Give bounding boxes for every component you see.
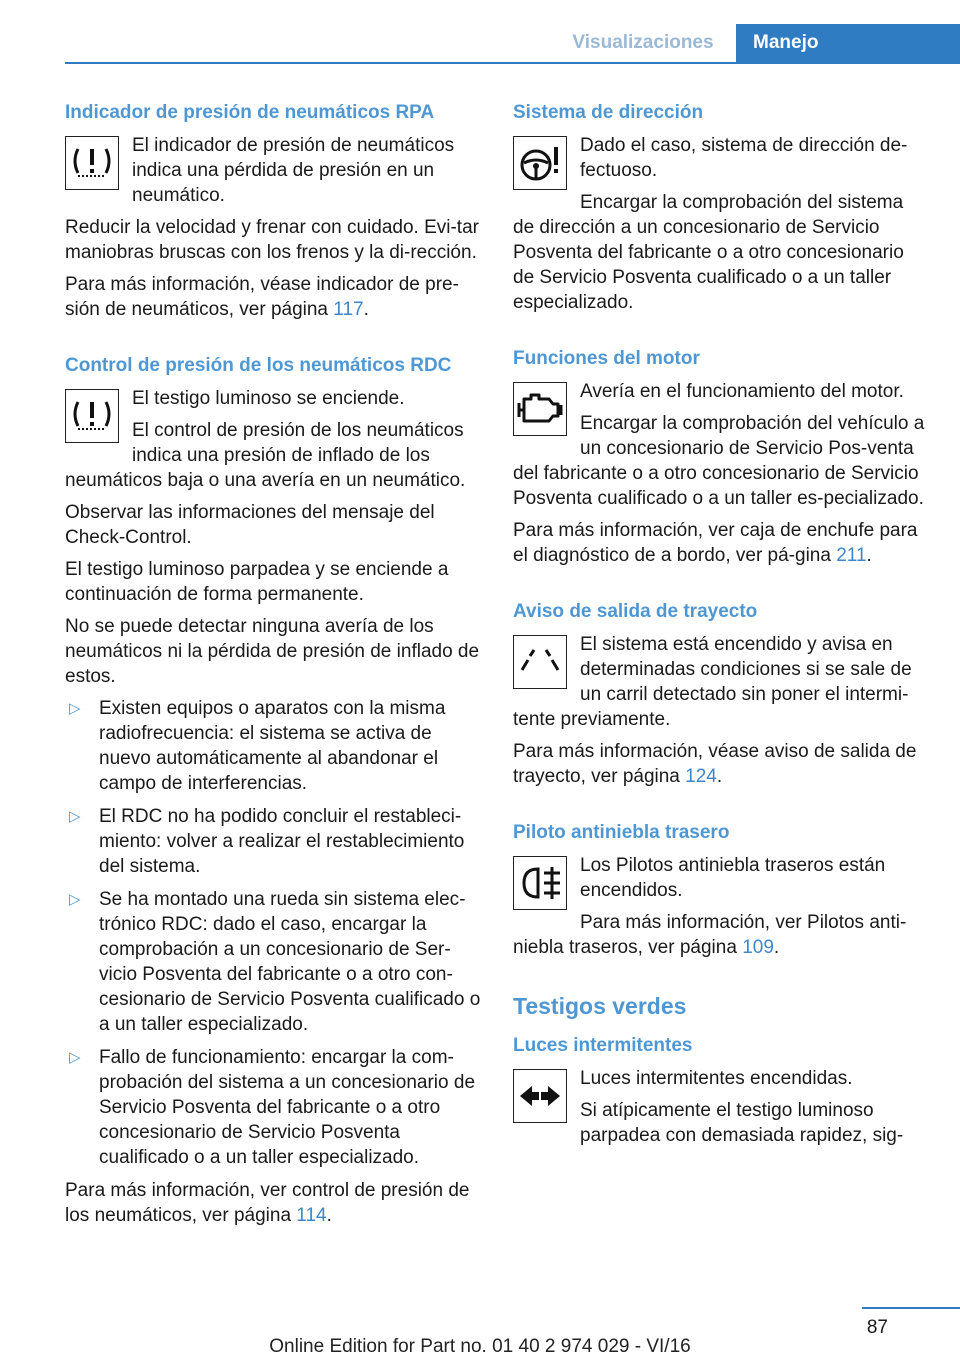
rpa-paragraph-1: Reducir la velocidad y frenar con cuidado. Evi‐tar maniobras bruscas con los frenos y la di‐rección. — [65, 217, 479, 263]
engine-icon-text-1: Avería en el funcionamiento del motor. — [580, 381, 904, 402]
steering-icon-text: Dado el caso, sistema de dirección de‐fectuoso. — [580, 135, 908, 181]
rdc-p4-end: . — [326, 1205, 332, 1226]
tab-manejo[interactable]: Manejo — [736, 24, 960, 62]
page-number: 87 — [866, 1317, 888, 1338]
fog-p2-text: Para más información, ver Pilotos anti‐niebla traseros, ver página — [513, 912, 907, 958]
fog-p2-end: . — [773, 937, 780, 958]
section-title-rdc: Control de presión de los neumáticos RDC — [65, 355, 452, 376]
list-item — [65, 804, 481, 879]
engine-p1-end: . — [866, 545, 872, 566]
rpa-p2-text: Para más información, véase indicador de pre‐sión de neumáticos, ver página — [65, 274, 459, 320]
header-rule — [65, 62, 960, 64]
breadcrumb-visualizaciones[interactable]: Visualizaciones — [572, 32, 714, 53]
list-item-text: Se ha montado una rueda sin sistema elec‐trónico RDC: dado el caso, encargar la comprobación a un concesionario de Ser‐vicio Posventa del fabricante o a otro con‐cesionario de Servicio Posventa cualificado o a un taller especializado. — [99, 889, 481, 1035]
tire-pressure-warning-icon — [65, 136, 119, 190]
rdc-paragraph-2: El testigo luminoso parpadea y se enciende a continuación de forma permanente. — [65, 559, 449, 605]
lane-p1-text: Para más información, véase aviso de salida de trayecto, ver página — [513, 741, 917, 787]
rdc-p4-text: Para más información, ver control de presión de los neumáticos, ver página — [65, 1180, 470, 1226]
footer-edition: Online Edition for Part no. 01 40 2 974 029 - VI/16 — [269, 1336, 691, 1357]
rdc-paragraph-1: Observar las informaciones del mensaje del Check-Control. — [65, 502, 435, 548]
footer-rule — [862, 1307, 960, 1309]
engine-warning-icon — [513, 382, 567, 436]
page-header — [0, 24, 960, 62]
rdc-icon-text-2: El control de presión de los neumáticos indica una presión de inflado de los neumáticos baja o una avería en un neumático. — [65, 420, 466, 491]
triangle-bullet-icon: ▷ — [69, 700, 81, 717]
engine-icon-text-2: Encargar la comprobación del vehículo a un concesionario de Servicio Pos‐venta del fabricante o a otro concesionario de Servicio Posventa cualificado o a un taller es‐pecializado. — [513, 413, 925, 509]
section-title-fog: Piloto antiniebla trasero — [513, 822, 730, 843]
triangle-bullet-icon: ▷ — [69, 891, 81, 908]
fog-icon-text-1: Los Pilotos antiniebla traseros están encendidos. — [580, 855, 886, 901]
steering-paragraph-1: Encargar la comprobación del sistema de dirección a un concesionario de Servicio Posventa del fabricante o a otro concesionario de Servicio Posventa cualificado o a un taller especializado. — [513, 192, 904, 313]
rpa-paragraph-2 — [65, 272, 481, 322]
rdc-bullet-list — [65, 696, 481, 1170]
rdc-paragraph-4 — [65, 1178, 481, 1228]
rpa-p2-end: . — [363, 299, 369, 320]
triangle-bullet-icon: ▷ — [69, 1049, 81, 1066]
list-item-text: Fallo de funcionamiento: encargar la com‐probación del sistema a un concesionario de Servicio Posventa del fabricante o a otro concesionario de Servicio Posventa cualificado o a un taller especializado. — [99, 1047, 476, 1168]
turn-icon-text-2: Si atípicamente el testigo luminoso parpadea con demasiada rapidez, sig‐ — [580, 1100, 904, 1146]
section-title-rpa: Indicador de presión de neumáticos RPA — [65, 102, 435, 123]
page-link-114[interactable]: 114 — [296, 1205, 327, 1226]
list-item-text: Existen equipos o aparatos con la misma radiofrecuencia: el sistema se activa de nuevo automáticamente al abandonar el campo de interferencias. — [99, 698, 446, 794]
left-column — [65, 100, 481, 1235]
lane-departure-icon — [513, 635, 567, 689]
turn-signal-arrows-icon — [513, 1069, 567, 1123]
tire-pressure-warning-icon — [65, 389, 119, 443]
list-item — [65, 887, 481, 1037]
lane-p1-end: . — [716, 766, 723, 787]
rdc-icon-text-1: El testigo luminoso se enciende. — [132, 388, 405, 409]
list-item — [65, 1045, 481, 1170]
fog-icon-text-2 — [513, 910, 928, 960]
rear-fog-light-icon — [513, 856, 567, 910]
section-heading-green-lights: Testigos verdes — [513, 993, 687, 1019]
lane-paragraph-1 — [513, 739, 928, 789]
section-title-steering: Sistema de dirección — [513, 102, 704, 123]
engine-paragraph-1 — [513, 518, 928, 568]
section-title-turn-signals: Luces intermitentes — [513, 1035, 693, 1056]
section-title-lane: Aviso de salida de trayecto — [513, 601, 758, 622]
triangle-bullet-icon: ▷ — [69, 808, 81, 825]
page-link-109[interactable]: 109 — [742, 937, 774, 958]
rpa-icon-text: El indicador de presión de neumáticos indica una pérdida de presión en un neumático. — [132, 135, 455, 206]
engine-p1-text: Para más información, ver caja de enchufe para el diagnóstico de a bordo, ver pá‐gina — [513, 520, 918, 566]
rdc-paragraph-3: No se puede detectar ninguna avería de los neumáticos ni la pérdida de presión de inflado de estos. — [65, 616, 480, 687]
steering-warning-icon — [513, 136, 567, 190]
turn-icon-text-1: Luces intermitentes encendidas. — [580, 1068, 853, 1089]
section-title-engine: Funciones del motor — [513, 348, 700, 369]
page-link-124[interactable]: 124 — [685, 766, 717, 787]
lane-icon-text: El sistema está encendido y avisa en determinadas condiciones si se sale de un carril detectado sin poner el intermi‐tente previamente. — [513, 634, 912, 730]
page-link-211[interactable]: 211 — [836, 545, 867, 566]
list-item — [65, 696, 481, 796]
list-item-text: El RDC no ha podido concluir el restableci‐miento: volver a realizar el restablecimiento del sistema. — [99, 806, 465, 877]
page-link-117[interactable]: 117 — [333, 299, 364, 320]
right-column — [513, 100, 928, 1155]
